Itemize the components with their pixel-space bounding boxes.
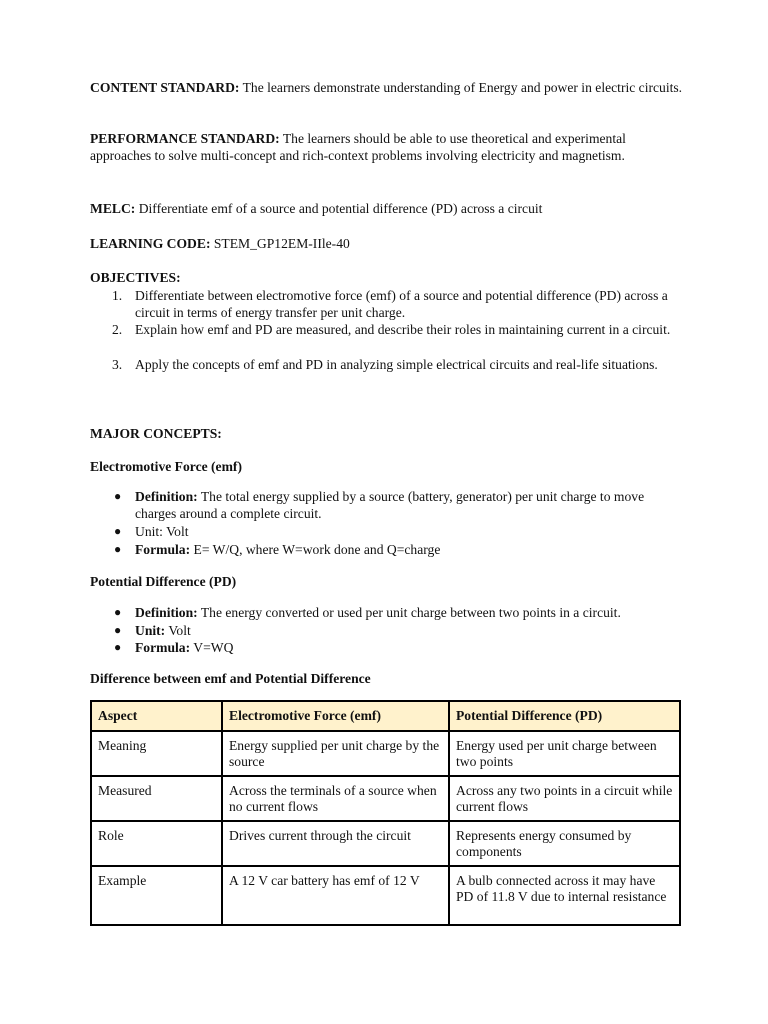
performance-standard-label: PERFORMANCE STANDARD: bbox=[90, 131, 280, 146]
list-item-text: Differentiate between electromotive force (emf) of a source and potential difference (PD) across a circuit in terms of energy transfer per unit charge. bbox=[135, 288, 668, 320]
content-standard-text: The learners demonstrate understanding of Energy and power in electric circuits. bbox=[239, 80, 683, 95]
content-standard bbox=[90, 79, 690, 96]
emf-heading-text: Electromotive Force (emf) bbox=[90, 459, 242, 474]
difference-heading-text: Difference between emf and Potential Difference bbox=[90, 671, 371, 686]
table-cell: Energy used per unit charge between two points bbox=[449, 731, 680, 776]
objectives-list bbox=[90, 287, 690, 397]
table-cell: Role bbox=[91, 821, 222, 866]
difference-heading bbox=[90, 670, 690, 687]
list-item-text: Volt bbox=[165, 623, 191, 638]
learning-code bbox=[90, 235, 690, 252]
bullet-icon: ● bbox=[114, 640, 122, 654]
objectives-heading bbox=[90, 269, 690, 286]
column-header: Electromotive Force (emf) bbox=[222, 701, 449, 731]
bullet-icon: ● bbox=[114, 542, 122, 556]
table-cell: Energy supplied per unit charge by the source bbox=[222, 731, 449, 776]
table-cell: Example bbox=[91, 866, 222, 925]
table-row bbox=[91, 731, 680, 776]
table-cell: Drives current through the circuit bbox=[222, 821, 449, 866]
table-header-row bbox=[91, 701, 680, 731]
table-row bbox=[91, 776, 680, 821]
table-row bbox=[91, 866, 680, 925]
objectives-heading-text: OBJECTIVES: bbox=[90, 270, 181, 285]
bullet-icon: ● bbox=[114, 524, 122, 538]
list-item-label: Definition: bbox=[135, 605, 198, 620]
list-item-label: Unit: bbox=[135, 623, 166, 638]
list-item-text: The energy converted or used per unit charge between two points in a circuit. bbox=[197, 605, 621, 620]
pd-heading bbox=[90, 573, 690, 590]
list-number: 2. bbox=[112, 322, 123, 337]
learning-code-text: STEM_GP12EM-IIle-40 bbox=[210, 236, 350, 251]
learning-code-label: LEARNING CODE: bbox=[90, 236, 211, 251]
bullet-icon: ● bbox=[114, 623, 122, 637]
list-number: 3. bbox=[112, 357, 123, 372]
emf-list bbox=[90, 488, 690, 558]
table-cell: Measured bbox=[91, 776, 222, 821]
table-row bbox=[91, 821, 680, 866]
list-item-label: Definition: bbox=[135, 489, 198, 504]
melc-text: Differentiate emf of a source and potential difference (PD) across a circuit bbox=[135, 201, 543, 216]
melc-label: MELC: bbox=[90, 201, 136, 216]
major-concepts-heading-text: MAJOR CONCEPTS: bbox=[90, 426, 222, 441]
table-cell: Across the terminals of a source when no current flows bbox=[222, 776, 449, 821]
list-item-text: Explain how emf and PD are measured, and describe their roles in maintaining current in a circuit. bbox=[135, 322, 671, 337]
performance-standard-text: The learners should be able to use theoretical and experimental approaches to solve multi-concept and rich-context problems involving electricity and magnetism. bbox=[90, 131, 626, 163]
comparison-table bbox=[90, 700, 681, 926]
bullet-icon: ● bbox=[114, 605, 122, 619]
column-header: Potential Difference (PD) bbox=[449, 701, 680, 731]
list-number: 1. bbox=[112, 288, 123, 303]
list-item-label: Formula: bbox=[135, 640, 191, 655]
list-item-text: V=WQ bbox=[190, 640, 234, 655]
performance-standard bbox=[90, 130, 690, 164]
table-cell: A bulb connected across it may have PD of 11.8 V due to internal resistance bbox=[449, 866, 680, 925]
pd-heading-text: Potential Difference (PD) bbox=[90, 574, 237, 589]
list-item-text: The total energy supplied by a source (battery, generator) per unit charge to move charges around a complete circuit. bbox=[135, 489, 645, 521]
emf-heading bbox=[90, 458, 690, 475]
table-cell: A 12 V car battery has emf of 12 V bbox=[222, 866, 449, 925]
list-item-text: Apply the concepts of emf and PD in analyzing simple electrical circuits and real-life situations. bbox=[135, 357, 658, 372]
table-cell: Represents energy consumed by components bbox=[449, 821, 680, 866]
content-standard-label: CONTENT STANDARD: bbox=[90, 80, 240, 95]
column-header: Aspect bbox=[91, 701, 222, 731]
list-item-text: E= W/Q, where W=work done and Q=charge bbox=[190, 542, 441, 557]
pd-list bbox=[90, 604, 690, 659]
table-cell: Across any two points in a circuit while current flows bbox=[449, 776, 680, 821]
major-concepts-heading bbox=[90, 425, 690, 442]
list-item-label: Formula: bbox=[135, 542, 191, 557]
table-cell: Meaning bbox=[91, 731, 222, 776]
melc bbox=[90, 200, 690, 217]
list-item-text: Unit: Volt bbox=[135, 524, 189, 539]
bullet-icon: ● bbox=[114, 489, 122, 503]
